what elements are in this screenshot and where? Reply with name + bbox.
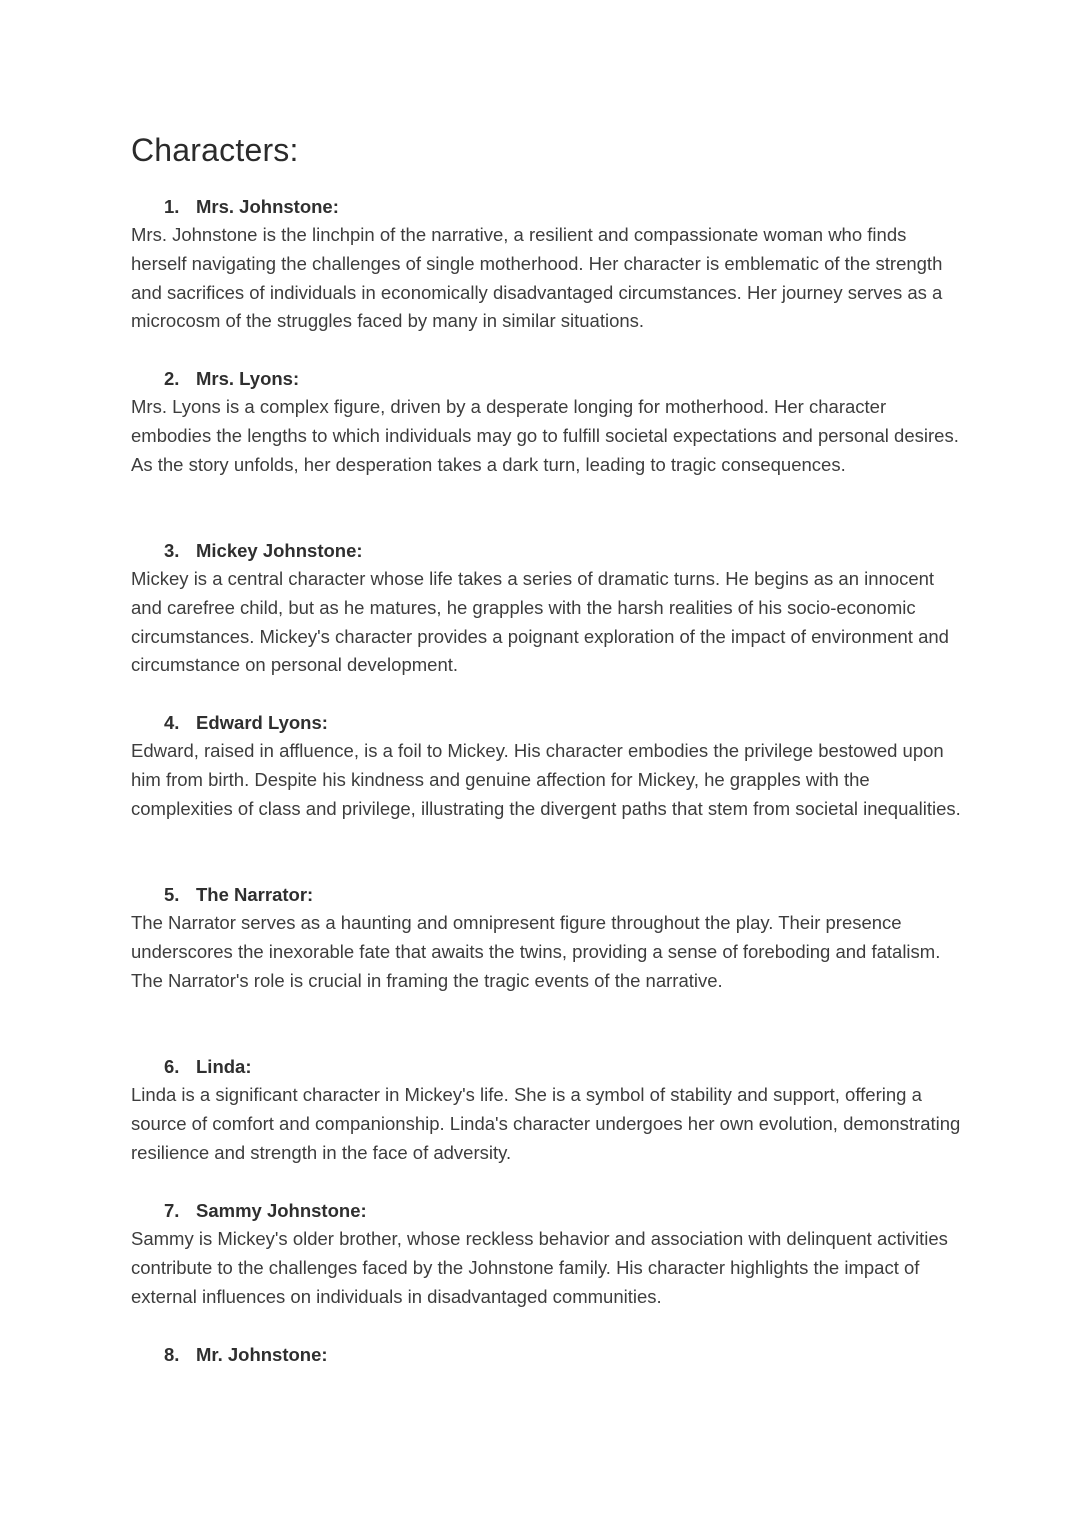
character-section-edward-lyons [131,708,961,823]
character-description: Mrs. Lyons is a complex figure, driven by a desperate longing for motherhood. Her character embodies the lengths to which individuals may go to fulfill societal expectations and personal desires. As the story unfolds, her desperation takes a dark turn, leading to tragic consequences. [131,396,959,475]
character-heading [131,1196,961,1225]
page-title: Characters: [131,132,299,168]
list-number: 5. [164,884,180,905]
list-number: 1. [164,196,180,217]
list-number: 7. [164,1200,180,1221]
character-heading [131,536,961,565]
character-name: Linda: [196,1056,252,1077]
list-number: 2. [164,368,180,389]
list-number: 3. [164,540,180,561]
character-name: Sammy Johnstone: [196,1200,367,1221]
character-heading [131,1340,961,1369]
character-description: Linda is a significant character in Mickey's life. She is a symbol of stability and support, offering a source of comfort and companionship. Linda's character undergoes her own evolution, demonstrating resilience and strength in the face of adversity. [131,1084,961,1163]
list-number: 8. [164,1344,180,1365]
character-heading [131,880,961,909]
character-name: Mrs. Lyons: [196,368,300,389]
character-name: Mickey Johnstone: [196,540,363,561]
character-section-sammy-johnstone [131,1196,961,1311]
character-description: Sammy is Mickey's older brother, whose reckless behavior and association with delinquent activities contribute to the challenges faced by the Johnstone family. His character highlights the impact of external influences on individuals in disadvantaged communities. [131,1228,948,1307]
character-section-mrs-johnstone [131,192,961,336]
character-heading [131,708,961,737]
character-name: Mrs. Johnstone: [196,196,339,217]
character-name: Mr. Johnstone: [196,1344,328,1365]
character-section-mickey-johnstone [131,536,961,680]
character-heading [131,192,961,221]
character-description: Mickey is a central character whose life takes a series of dramatic turns. He begins as an innocent and carefree child, but as he matures, he grapples with the harsh realities of his socio-economic circumstances. Mickey's character provides a poignant exploration of the impact of environment and circumstance on personal development. [131,568,949,676]
character-section-mrs-lyons [131,364,961,479]
character-section-mr-johnstone [131,1340,961,1369]
character-name: The Narrator: [196,884,314,905]
character-description: Mrs. Johnstone is the linchpin of the narrative, a resilient and compassionate woman who finds herself navigating the challenges of single motherhood. Her character is emblematic of the strength and sacrifices of individuals in economically disadvantaged circumstances. Her journey serves as a microcosm of the struggles faced by many in similar situations. [131,224,943,332]
character-description: Edward, raised in affluence, is a foil to Mickey. His character embodies the privilege bestowed upon him from birth. Despite his kindness and genuine affection for Mickey, he grapples with the complexities of class and privilege, illustrating the divergent paths that stem from societal inequalities. [131,740,961,819]
character-heading [131,1052,961,1081]
character-description: The Narrator serves as a haunting and omnipresent figure throughout the play. Their presence underscores the inexorable fate that awaits the twins, providing a sense of foreboding and fatalism. The Narrator's role is crucial in framing the tragic events of the narrative. [131,912,941,991]
list-number: 4. [164,712,180,733]
character-section-the-narrator [131,880,961,995]
character-section-linda [131,1052,961,1167]
character-name: Edward Lyons: [196,712,328,733]
list-number: 6. [164,1056,180,1077]
character-heading [131,364,961,393]
